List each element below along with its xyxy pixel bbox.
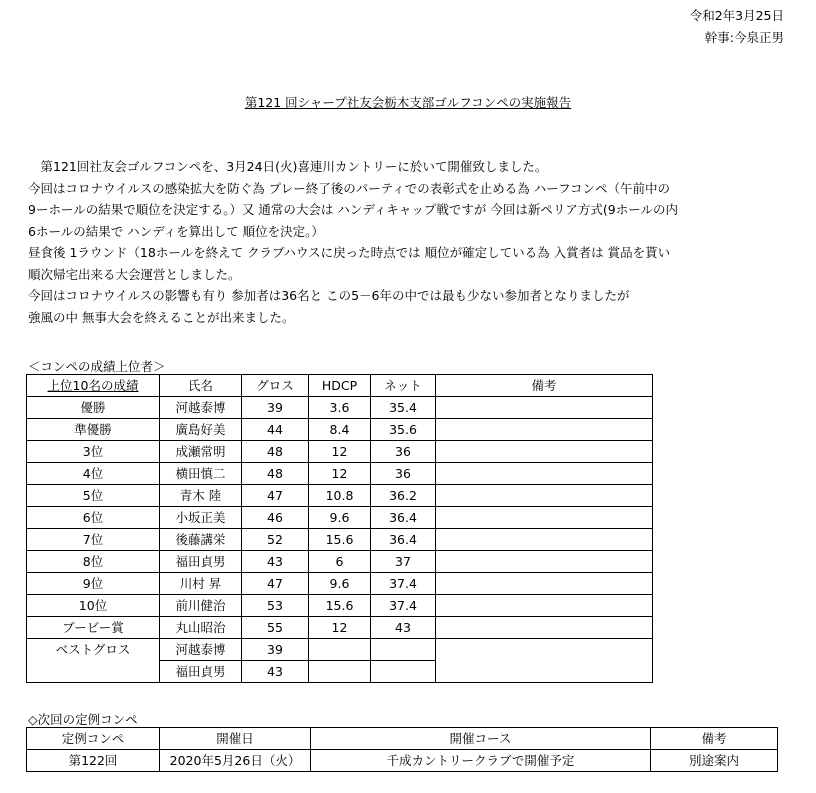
name-cell: 前川健治 [160, 595, 242, 617]
gross-cell: 53 [242, 595, 309, 617]
next-header-row [27, 728, 778, 750]
col-header-net: ネット [371, 375, 436, 397]
gross-cell: 52 [242, 529, 309, 551]
table-row [27, 441, 653, 463]
rank-cell: 5位 [27, 485, 160, 507]
name-cell: 青木 陸 [160, 485, 242, 507]
body-line: 昼食後 1ラウンド（18ホールを終えて クラブハウスに戻った時点では 順位が確定している為 入賞者は 賞品を貰い [28, 245, 671, 260]
col-header-course: 開催コース [311, 728, 651, 750]
body-line: 強風の中 無事大会を終えることが出来ました。 [28, 309, 295, 325]
remarks-cell: 別途案内 [651, 750, 778, 772]
col-header-hdcp: HDCP [309, 375, 371, 397]
best-gross-label: ベストグロス [27, 639, 160, 661]
net-cell: 37 [371, 551, 436, 573]
net-cell: 37.4 [371, 573, 436, 595]
hdcp-cell: 15.6 [309, 529, 371, 551]
rank-cell: 10位 [27, 595, 160, 617]
remarks-cell [436, 507, 653, 529]
hdcp-cell: 9.6 [309, 573, 371, 595]
hdcp-cell: 8.4 [309, 419, 371, 441]
net-cell: 36.4 [371, 529, 436, 551]
net-cell: 36.2 [371, 485, 436, 507]
body-line: 今回はコロナウイルスの感染拡大を防ぐ為 プレー終了後のパーティでの表彰式を止める為 ハーフコンペ（午前中の [28, 180, 670, 196]
net-cell: 36 [371, 441, 436, 463]
rank-cell: 6位 [27, 507, 160, 529]
gross-cell: 39 [242, 397, 309, 419]
name-cell: 後藤講栄 [160, 529, 242, 551]
net-cell [371, 639, 436, 661]
remarks-cell [436, 573, 653, 595]
table-row [27, 463, 653, 485]
net-cell: 36 [371, 463, 436, 485]
rank-cell: 優勝 [27, 397, 160, 419]
remarks-cell [436, 397, 653, 419]
body-line: 6ホールの結果で ハンディを算出して 順位を決定。） [28, 223, 324, 239]
remarks-cell [436, 617, 653, 639]
table-row [27, 507, 653, 529]
net-cell: 43 [371, 617, 436, 639]
gross-cell: 43 [242, 551, 309, 573]
gross-cell: 48 [242, 441, 309, 463]
table-row [27, 551, 653, 573]
rank-cell: 8位 [27, 551, 160, 573]
table-row [27, 750, 778, 772]
table-row [27, 617, 653, 639]
table-row-best-gross [27, 639, 653, 661]
name-cell: 横田慎二 [160, 463, 242, 485]
hdcp-cell: 3.6 [309, 397, 371, 419]
rank-cell: 7位 [27, 529, 160, 551]
results-heading: ＜コンペの成績上位者＞ [28, 359, 166, 374]
col-header-round: 定例コンペ [27, 728, 160, 750]
table-row [27, 573, 653, 595]
body-line: 今回はコロナウイルスの影響も有り 参加者は36名と この5－6年の中では最も少ない参加者となりましたが [28, 288, 630, 303]
hdcp-cell [309, 661, 371, 683]
gross-cell: 39 [242, 639, 309, 661]
results-table [26, 374, 653, 683]
table-row [27, 485, 653, 507]
col-header-remarks: 備考 [651, 728, 778, 750]
report-author: 幹事:今泉正男 [704, 30, 784, 45]
net-cell: 36.4 [371, 507, 436, 529]
remarks-cell [436, 595, 653, 617]
hdcp-cell: 6 [309, 551, 371, 573]
name-cell: 福田貞男 [160, 551, 242, 573]
remarks-cell [436, 419, 653, 441]
gross-cell: 48 [242, 463, 309, 485]
results-header-row [27, 375, 653, 397]
net-cell: 35.6 [371, 419, 436, 441]
col-header-gross: グロス [242, 375, 309, 397]
remarks-cell [436, 639, 653, 661]
col-header-rank: 上位10名の成績 [27, 375, 160, 397]
body-line: 9ーホールの結果で順位を決定する。）又 通常の大会は ハンディキャップ戦ですが 今回は新ペリア方式(9ホールの内 [28, 202, 678, 217]
body-line: 第121回社友会ゴルフコンペを、3月24日(火)喜連川カントリーに於いて開催致しました。 [28, 159, 548, 174]
hdcp-cell: 12 [309, 441, 371, 463]
remarks-cell [436, 529, 653, 551]
rank-cell: 3位 [27, 441, 160, 463]
table-row [27, 397, 653, 419]
gross-cell: 46 [242, 507, 309, 529]
col-header-remarks: 備考 [436, 375, 653, 397]
net-cell: 37.4 [371, 595, 436, 617]
table-row [27, 529, 653, 551]
remarks-cell [436, 441, 653, 463]
body-line: 順次帰宅出来る大会運営としました。 [28, 266, 241, 282]
net-cell [371, 661, 436, 683]
name-cell: 小坂正美 [160, 507, 242, 529]
remarks-cell [436, 485, 653, 507]
name-cell: 丸山昭治 [160, 617, 242, 639]
rank-cell [27, 661, 160, 683]
name-cell: 川村 昇 [160, 573, 242, 595]
hdcp-cell: 10.8 [309, 485, 371, 507]
hdcp-cell [309, 639, 371, 661]
hdcp-cell: 15.6 [309, 595, 371, 617]
rank-cell: ブービー賞 [27, 617, 160, 639]
rank-cell: 4位 [27, 463, 160, 485]
table-row-best-gross [27, 661, 653, 683]
gross-cell: 43 [242, 661, 309, 683]
hdcp-cell: 9.6 [309, 507, 371, 529]
report-title: 第121 回シャープ社友会栃木支部ゴルフコンペの実施報告 [244, 95, 572, 110]
name-cell: 成瀬常明 [160, 441, 242, 463]
gross-cell: 55 [242, 617, 309, 639]
col-header-date: 開催日 [160, 728, 311, 750]
rank-cell: 準優勝 [27, 419, 160, 441]
gross-cell: 47 [242, 485, 309, 507]
remarks-cell [436, 551, 653, 573]
next-competition-table [26, 727, 778, 772]
hdcp-cell: 12 [309, 463, 371, 485]
table-row [27, 595, 653, 617]
report-body [28, 156, 678, 328]
name-cell: 河越泰博 [160, 639, 242, 661]
gross-cell: 44 [242, 419, 309, 441]
remarks-cell [436, 661, 653, 683]
col-header-name: 氏名 [160, 375, 242, 397]
remarks-cell [436, 463, 653, 485]
name-cell: 福田貞男 [160, 661, 242, 683]
name-cell: 廣島好美 [160, 419, 242, 441]
next-competition-heading: ◇次回の定例コンペ [28, 712, 138, 727]
net-cell: 35.4 [371, 397, 436, 419]
hdcp-cell: 12 [309, 617, 371, 639]
round-cell: 第122回 [27, 750, 160, 772]
gross-cell: 47 [242, 573, 309, 595]
course-cell: 千成カントリークラブで開催予定 [311, 750, 651, 772]
name-cell: 河越泰博 [160, 397, 242, 419]
report-date: 令和2年3月25日 [689, 8, 784, 23]
table-row [27, 419, 653, 441]
rank-cell: 9位 [27, 573, 160, 595]
date-cell: 2020年5月26日（火） [160, 750, 311, 772]
